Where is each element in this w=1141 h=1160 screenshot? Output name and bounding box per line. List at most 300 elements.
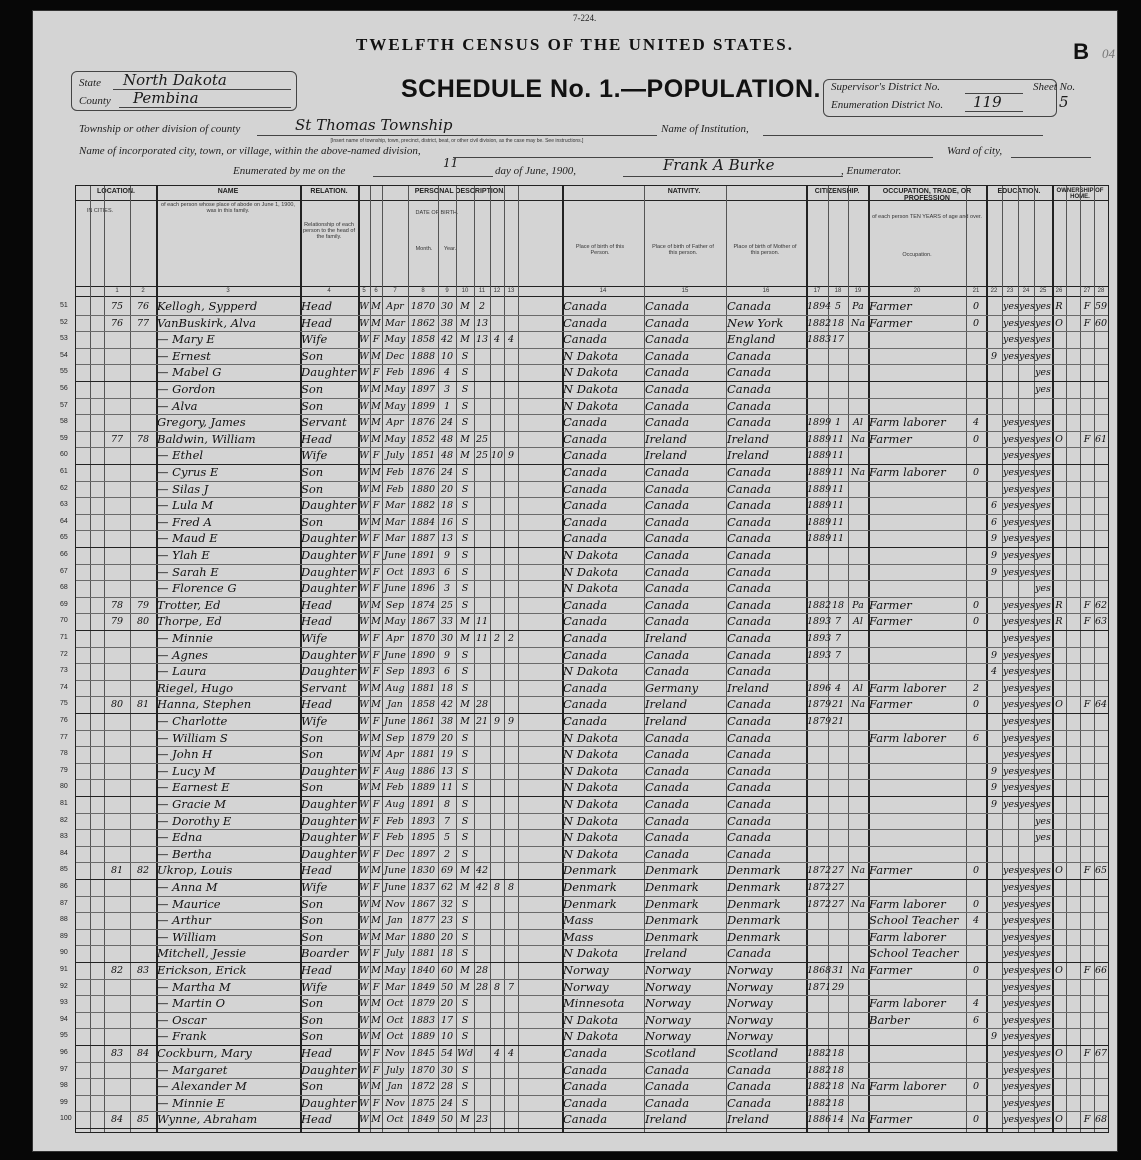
cell-farm: F (1083, 433, 1091, 445)
cell-sex: F (372, 334, 380, 346)
cell-name: Baldwin, William (157, 431, 256, 446)
cell-year: 1852 (410, 433, 436, 445)
cell-english: yes (1035, 550, 1051, 561)
cell-month: Apr (386, 301, 404, 312)
cell-age: 4 (443, 367, 451, 379)
cell-relation: Daughter (301, 498, 357, 513)
cell-month: Oct (386, 998, 404, 1010)
cell-immig: 1872 (807, 898, 832, 910)
cell-months-unemp: 4 (972, 915, 980, 927)
cell-color: W (359, 882, 369, 893)
cell-color: W (359, 334, 369, 346)
cell-months-unemp: 0 (972, 317, 980, 329)
cell-month: June (384, 716, 406, 727)
cell-year: 1867 (410, 616, 436, 628)
cell-color: W (359, 898, 369, 910)
enumeration-value: 119 (973, 93, 1002, 111)
cell-marital: S (461, 898, 469, 910)
cell-farm: F (1083, 616, 1091, 628)
cell-name: Gregory, James (157, 415, 246, 430)
cell-pob: Canada (563, 714, 608, 728)
cell-english: yes (1035, 633, 1051, 644)
cell-relation: Son (301, 1012, 324, 1027)
cell-relation: Wife (301, 631, 328, 645)
cell-year: 1897 (410, 384, 436, 395)
cell-month: Sep (385, 599, 405, 611)
cell-relation: Daughter (301, 830, 357, 845)
cell-months-unemp: 0 (972, 616, 980, 628)
cell-name: — Ernest (157, 348, 211, 363)
cell-pob-mother: Canada (727, 647, 772, 662)
cell-school: 9 (990, 533, 998, 545)
cell-year: 1870 (410, 301, 436, 312)
cell-yrs-married: 28 (475, 965, 489, 976)
cell-name: — Mabel G (157, 365, 222, 380)
cell-sex: M (371, 516, 381, 528)
cell-age: 28 (440, 1081, 454, 1093)
cell-yrs-us: 11 (831, 516, 845, 528)
cell-sex: F (372, 1048, 380, 1059)
cell-relation: Head (301, 614, 333, 629)
cell-relation: Head (301, 315, 333, 330)
cell-english: yes (1035, 732, 1051, 744)
cell-year: 1858 (410, 699, 436, 711)
cell-english: yes (1035, 965, 1051, 976)
cell-age: 24 (440, 467, 454, 478)
cell-write: yes (1019, 550, 1035, 561)
cell-marital: S (461, 1031, 469, 1043)
cell-owned: O (1055, 1048, 1063, 1059)
cell-sex: F (372, 450, 380, 462)
cell-sex: M (371, 931, 381, 943)
cell-year: 1837 (410, 882, 436, 893)
cell-pob: N Dakota (563, 780, 619, 795)
cell-write: yes (1019, 516, 1035, 528)
cell-name: — Ethel (157, 448, 204, 463)
cell-yrs-us: 11 (831, 433, 845, 445)
cell-year: 1881 (410, 749, 436, 761)
cell-color: W (359, 599, 369, 611)
cell-year: 1830 (410, 865, 436, 877)
cell-pob: N Dakota (563, 1012, 619, 1027)
cell-pob-mother: Canada (727, 398, 772, 413)
column-number: 18 (834, 288, 842, 294)
cell-farm: F (1083, 599, 1091, 611)
cell-age: 3 (443, 384, 451, 395)
cell-month: July (385, 1064, 405, 1076)
cell-relation: Son (301, 780, 324, 795)
cell-write: yes (1019, 699, 1035, 711)
cell-name: Kellogh, Sypperd (157, 299, 258, 313)
cell-year: 1874 (410, 599, 436, 611)
cell-sex: F (372, 848, 380, 860)
cell-color: W (359, 483, 369, 495)
cell-english: yes (1035, 948, 1051, 960)
in-cities-label: IN CITIES. (86, 208, 114, 214)
cell-yrs-us: 7 (834, 633, 842, 644)
cell-year: 1882 (410, 500, 436, 512)
cell-color: W (359, 931, 369, 943)
cell-age: 38 (440, 716, 454, 727)
cell-relation: Son (301, 348, 324, 363)
month-label: Month. (415, 246, 433, 252)
cell-sex: M (371, 400, 381, 412)
cell-relation: Son (301, 896, 324, 911)
line-number: 98 (60, 1082, 68, 1090)
cell-age: 24 (440, 417, 454, 429)
cell-write: yes (1019, 1048, 1035, 1059)
cell-sex: M (371, 699, 381, 711)
cell-name: — Gracie M (157, 797, 227, 811)
cell-age: 18 (440, 948, 454, 960)
cell-pob: N Dakota (563, 398, 619, 413)
cell-nat: Na (851, 865, 865, 877)
line-number: 56 (60, 385, 68, 392)
cell-read: yes (1003, 732, 1019, 744)
cell-age: 32 (440, 898, 454, 910)
cell-pob-father: Canada (645, 348, 690, 363)
cell-year: 1891 (410, 799, 436, 810)
cell-year: 1896 (410, 367, 436, 379)
cell-school: 4 (990, 666, 998, 678)
cell-sex: M (371, 350, 381, 362)
cell-english: yes (1035, 500, 1051, 512)
cell-pob: N Dakota (563, 797, 619, 811)
cell-relation: Servant (301, 680, 347, 695)
cell-school: 9 (990, 799, 998, 810)
cell-age: 30 (440, 301, 454, 312)
cell-color: W (359, 832, 369, 844)
enumerated-day: 11 (443, 156, 459, 170)
cell-occupation: School Teacher (869, 946, 959, 961)
cell-pob-mother: Canada (727, 548, 772, 562)
cell-read: yes (1003, 666, 1019, 678)
cell-marital: S (461, 749, 469, 761)
cell-marital: S (461, 566, 469, 578)
cell-owned: R (1055, 616, 1063, 628)
cell-marital: S (461, 848, 469, 860)
cell-relation: Son (301, 1029, 324, 1044)
sheet-value: 5 (1059, 93, 1069, 111)
group-ownership: OWNERSHIP OF HOME. (1056, 188, 1104, 200)
cell-pob: N Dakota (563, 813, 619, 828)
cell-age: 48 (440, 433, 454, 445)
cell-month: Jan (387, 1081, 403, 1093)
cell-marital: S (461, 500, 469, 512)
cell-sex: M (371, 1031, 381, 1043)
cell-write: yes (1019, 882, 1035, 893)
cell-pob: N Dakota (563, 946, 619, 961)
cell-schedule: 62 (1095, 599, 1108, 611)
cell-read: yes (1003, 1031, 1019, 1043)
cell-color: W (359, 516, 369, 528)
pob-mother-label: Place of birth of Mother of this person. (733, 244, 797, 256)
cell-pob: Canada (563, 315, 608, 330)
cell-occupation: Farm laborer (869, 465, 946, 479)
cell-months-unemp: 0 (972, 433, 980, 445)
cell-pob-father: Norway (645, 979, 691, 994)
cell-month: Dec (385, 350, 405, 362)
cell-marital: M (460, 633, 470, 644)
cell-month: Jan (387, 699, 403, 711)
cell-name: Hanna, Stephen (157, 697, 252, 712)
cell-pob-mother: Denmark (727, 880, 781, 894)
cell-dwelling: 79 (110, 616, 124, 628)
cell-age: 20 (440, 931, 454, 943)
cell-relation: Head (301, 597, 333, 612)
cell-pob: Canada (563, 697, 608, 712)
cell-age: 20 (440, 998, 454, 1010)
cell-family: 85 (136, 1114, 150, 1126)
cell-yrs-married: 42 (475, 882, 489, 893)
cell-pob-mother: Norway (727, 996, 773, 1011)
cell-relation: Son (301, 996, 324, 1011)
cell-read: yes (1003, 483, 1019, 495)
cell-pob: Mass (563, 913, 594, 928)
cell-pob-mother: Canada (727, 664, 772, 679)
cell-english: yes (1035, 533, 1051, 545)
cell-school: 9 (990, 550, 998, 561)
cell-yrs-us: 17 (831, 334, 845, 346)
cell-marital: M (460, 716, 470, 727)
cell-year: 1895 (410, 832, 436, 844)
cell-read: yes (1003, 500, 1019, 512)
cell-school: 9 (990, 649, 998, 661)
cell-write: yes (1019, 350, 1035, 362)
cell-relation: Wife (301, 880, 328, 894)
line-number: 65 (60, 534, 68, 542)
cell-color: W (359, 450, 369, 462)
cell-yrs-married: 25 (475, 450, 489, 462)
cell-english: yes (1035, 350, 1051, 362)
cell-marital: S (461, 832, 469, 844)
township-value: St Thomas Township (295, 116, 453, 134)
cell-living: 9 (507, 450, 515, 462)
cell-pob: N Dakota (563, 763, 619, 778)
cell-pob: Canada (563, 1095, 608, 1110)
cell-relation: Wife (301, 979, 328, 994)
cell-read: yes (1003, 533, 1019, 545)
cell-pob-mother: Canada (727, 614, 772, 629)
cell-english: yes (1035, 467, 1051, 478)
cell-english: yes (1035, 832, 1051, 844)
enumeration-label: Enumeration District No. (831, 99, 944, 111)
group-header-rule (76, 200, 1108, 201)
cell-month: May (384, 433, 406, 445)
line-number: 87 (60, 899, 68, 907)
cell-color: W (359, 732, 369, 744)
cell-yrs-married: 21 (475, 716, 489, 727)
cell-year: 1888 (410, 350, 436, 362)
cell-write: yes (1019, 981, 1035, 993)
cell-pob: Canada (563, 631, 608, 645)
cell-farm: F (1083, 965, 1091, 976)
cell-pob-mother: Canada (727, 813, 772, 828)
cell-name: — John H (157, 747, 213, 762)
line-number: 88 (60, 916, 68, 924)
year-label: Year. (443, 246, 457, 252)
cell-age: 25 (440, 599, 454, 611)
cell-month: Jan (387, 915, 403, 927)
cell-pob-father: Canada (645, 481, 690, 496)
cell-name: Cockburn, Mary (157, 1046, 252, 1060)
cell-pob: Canada (563, 415, 608, 430)
cell-month: Aug (385, 682, 405, 694)
cell-months-unemp: 6 (972, 732, 980, 744)
cell-english: yes (1035, 367, 1051, 379)
cell-english: yes (1035, 1014, 1051, 1026)
cell-marital: S (461, 782, 469, 794)
cell-pob-father: Canada (645, 1095, 690, 1110)
cell-sex: M (371, 433, 381, 445)
cell-farm: F (1083, 699, 1091, 711)
column-number: 6 (374, 288, 378, 294)
cell-month: Oct (386, 566, 404, 578)
supervisor-label: Supervisor's District No. (831, 81, 940, 93)
cell-english: yes (1035, 915, 1051, 927)
cell-english: yes (1035, 649, 1051, 661)
cell-write: yes (1019, 633, 1035, 644)
cell-sex: F (372, 550, 380, 561)
cell-owned: O (1055, 1114, 1063, 1126)
cell-english: yes (1035, 716, 1051, 727)
cell-sex: F (372, 633, 380, 644)
cell-name: — Lula M (157, 498, 214, 513)
cell-year: 1889 (410, 1031, 436, 1043)
cell-relation: Head (301, 431, 333, 446)
cell-yrs-us: 27 (831, 898, 845, 910)
cell-month: June (384, 882, 406, 893)
line-number: 64 (60, 517, 68, 525)
column-number: 20 (913, 288, 921, 294)
cell-year: 1880 (410, 931, 436, 943)
cell-months-unemp: 0 (972, 1081, 980, 1093)
cell-write: yes (1019, 732, 1035, 744)
cell-pob-mother: Canada (727, 846, 772, 861)
cell-pob-mother: Canada (727, 299, 772, 313)
cell-age: 38 (440, 317, 454, 329)
cell-relation: Wife (301, 332, 328, 347)
column-number: 27 (1083, 288, 1091, 294)
cell-name: — Anna M (157, 880, 218, 894)
cell-months-unemp: 0 (972, 599, 980, 611)
state-value: North Dakota (123, 71, 227, 89)
cell-read: yes (1003, 649, 1019, 661)
cell-sex: M (371, 732, 381, 744)
cell-write: yes (1019, 500, 1035, 512)
cell-pob-father: Denmark (645, 896, 699, 911)
name-description: of each person whose place of abode on June 1, 1900, was in this family. (161, 202, 295, 214)
cell-color: W (359, 583, 369, 595)
cell-relation: Daughter (301, 846, 357, 861)
cell-month: May (384, 400, 406, 412)
cell-month: Sep (385, 732, 405, 744)
cell-name: — Mary E (157, 332, 215, 347)
cell-pob-father: Canada (645, 846, 690, 861)
cell-pob-father: Canada (645, 415, 690, 430)
cell-month: July (385, 450, 405, 462)
cell-read: yes (1003, 1097, 1019, 1109)
cell-pob-mother: Norway (727, 1012, 773, 1027)
pob-father-label: Place of birth of Father of this person. (652, 244, 714, 256)
cell-name: — Frank (157, 1029, 207, 1044)
cell-marital: S (461, 467, 469, 478)
cell-pob-mother: Norway (727, 979, 773, 994)
cell-pob-father: Canada (645, 797, 690, 811)
cell-name: — Arthur (157, 913, 211, 928)
cell-marital: S (461, 765, 469, 777)
cell-read: yes (1003, 550, 1019, 561)
line-number: 54 (60, 351, 68, 359)
cell-read: yes (1003, 915, 1019, 927)
cell-age: 42 (440, 334, 454, 346)
column-number: 17 (813, 288, 821, 294)
cell-owned: O (1055, 699, 1063, 711)
cell-name: Ukrop, Louis (157, 863, 233, 878)
cell-month: Mar (385, 516, 405, 528)
cell-month: May (384, 965, 406, 976)
cell-read: yes (1003, 799, 1019, 810)
cell-immig: 1889 (807, 516, 832, 528)
cell-sex: M (371, 301, 381, 312)
cell-color: W (359, 301, 369, 312)
cell-name: — William (157, 929, 217, 944)
cell-english: yes (1035, 384, 1051, 395)
cell-pob: N Dakota (563, 664, 619, 679)
cell-pob-father: Canada (645, 763, 690, 778)
cell-write: yes (1019, 334, 1035, 346)
cell-pob-mother: Canada (727, 514, 772, 529)
state-label: State (79, 77, 101, 89)
cell-color: W (359, 716, 369, 727)
cell-occupation: Farm laborer (869, 1079, 946, 1094)
column-number: 9 (445, 288, 449, 294)
line-number: 95 (60, 1032, 68, 1040)
cell-family: 81 (136, 699, 150, 711)
line-number: 63 (60, 501, 68, 509)
cell-color: W (359, 699, 369, 711)
cell-write: yes (1019, 666, 1035, 678)
cell-pob: Canada (563, 1046, 608, 1060)
cell-school: 6 (990, 516, 998, 528)
cell-name: Wynne, Abraham (157, 1112, 258, 1127)
cell-marital: M (460, 965, 470, 976)
column-number: 12 (493, 288, 501, 294)
enumerated-label: Enumerated by me on the (233, 165, 346, 177)
occupation-description: of each person TEN YEARS of age and over. (872, 214, 982, 220)
cell-month: Mar (385, 500, 405, 512)
cell-write: yes (1019, 799, 1035, 810)
cell-marital: S (461, 948, 469, 960)
cell-yrs-us: 21 (831, 699, 845, 711)
cell-month: Dec (385, 848, 405, 860)
cell-pob: Canada (563, 299, 608, 313)
column-number: 25 (1039, 288, 1047, 294)
line-number: 75 (60, 700, 68, 708)
enumerator-name: Frank A Burke (663, 156, 775, 174)
cell-month: Apr (386, 417, 404, 429)
cell-pob-father: Canada (645, 365, 690, 380)
cell-sex: F (372, 367, 380, 379)
cell-relation: Head (301, 1112, 333, 1127)
cell-pob-mother: Canada (727, 1079, 772, 1094)
cell-marital: M (460, 450, 470, 462)
cell-color: W (359, 848, 369, 860)
cell-marital: M (460, 317, 470, 329)
cell-color: W (359, 566, 369, 578)
cell-yrs-us: 7 (834, 649, 842, 661)
cell-living: 2 (507, 633, 515, 644)
